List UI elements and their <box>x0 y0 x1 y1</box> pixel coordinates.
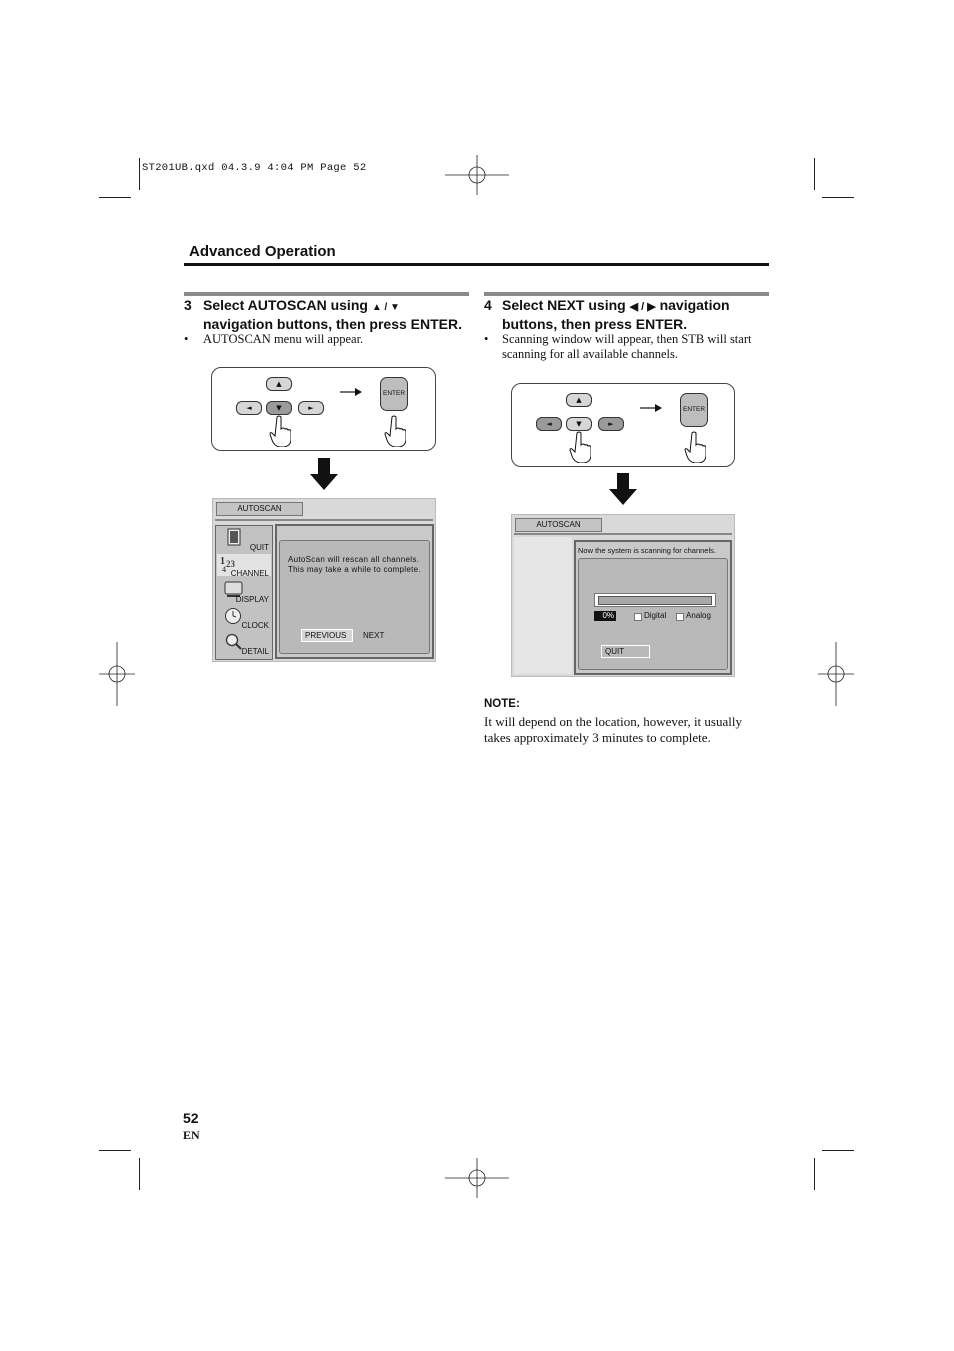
quit-button[interactable]: QUIT <box>601 645 650 658</box>
menu-sidebar <box>215 525 273 660</box>
legend-digital: Digital <box>644 611 667 620</box>
enter-key: ENTER <box>380 377 408 411</box>
step3-bullet <box>184 332 364 348</box>
left-blank-area <box>514 537 572 674</box>
left-key: ◄ <box>536 417 562 431</box>
step4-title-part2: navigation <box>655 297 730 313</box>
step3-bullet-text: AUTOSCAN menu will appear. <box>203 332 364 346</box>
down-arrow-icon <box>609 473 637 505</box>
registration-mark-left <box>99 642 135 706</box>
registration-mark-right <box>818 642 854 706</box>
step4-number: 4 <box>484 297 492 313</box>
progress-track <box>598 596 712 605</box>
step4-title <box>502 297 772 333</box>
legend-analog: Analog <box>686 611 711 620</box>
step4-bullet-line2: scanning for all available channels. <box>502 347 678 361</box>
scanning-inner <box>578 558 728 670</box>
note-heading: NOTE: <box>484 698 520 710</box>
language-code: EN <box>183 1128 200 1142</box>
quit-icon <box>226 528 244 546</box>
pointing-hand-icon <box>269 415 291 447</box>
autoscan-tab: AUTOSCAN <box>515 518 602 532</box>
next-button[interactable]: NEXT <box>363 631 385 640</box>
section-rule <box>184 263 769 266</box>
step3-title-arrows: ▲ / ▼ <box>371 302 400 313</box>
step3-title-line2: navigation buttons, then press ENTER. <box>203 316 463 332</box>
step3-title-part1: Select AUTOSCAN using <box>203 297 372 313</box>
bullet-dot: • <box>484 332 489 346</box>
remote-illustration-2 <box>511 383 735 467</box>
section-title: Advanced Operation <box>189 243 336 260</box>
remote-illustration-1 <box>211 367 436 451</box>
message-line1: AutoScan will rescan all channels. <box>288 555 420 564</box>
print-header: ST201UB.qxd 04.3.9 4:04 PM Page 52 <box>142 162 367 174</box>
pointing-hand-icon <box>684 431 706 463</box>
progress-percent: 0% <box>594 611 616 621</box>
digital-legend-swatch <box>634 613 642 621</box>
progress-bar <box>594 593 716 607</box>
analog-legend-swatch <box>676 613 684 621</box>
registration-mark-top <box>445 155 509 195</box>
scanning-panel <box>574 540 732 675</box>
registration-mark-bottom <box>445 1158 509 1198</box>
autoscan-screen <box>212 498 436 662</box>
step4-title-part1: Select NEXT using <box>502 297 630 313</box>
svg-text:23: 23 <box>226 559 235 569</box>
step4-bullet-line1: Scanning window will appear, then STB will start <box>502 332 752 346</box>
scanning-status: Now the system is scanning for channels. <box>578 546 716 555</box>
pointing-hand-icon <box>384 415 406 447</box>
message-line2: This may take a while to complete. <box>288 565 421 574</box>
step3-bar <box>184 292 469 296</box>
right-key: ► <box>598 417 624 431</box>
step4-bullet <box>484 332 769 361</box>
message-panel <box>275 524 434 659</box>
svg-text:1: 1 <box>220 556 225 567</box>
menu-item-display[interactable]: DISPLAY <box>235 595 269 604</box>
bullet-dot: • <box>184 332 189 346</box>
menu-item-channel[interactable]: CHANNEL <box>230 569 269 578</box>
enter-key: ENTER <box>680 393 708 427</box>
autoscan-tab: AUTOSCAN <box>216 502 303 516</box>
step3-title <box>203 297 473 333</box>
note-line1: It will depend on the location, however, it usually <box>484 714 742 729</box>
step4-title-line2: buttons, then press ENTER. <box>502 316 688 332</box>
clock-icon <box>224 607 242 625</box>
previous-button[interactable]: PREVIOUS <box>301 629 353 642</box>
step3-number: 3 <box>184 297 192 313</box>
page-number: 52 <box>183 1110 199 1126</box>
message-inner <box>279 540 430 654</box>
menu-item-clock[interactable]: CLOCK <box>241 621 269 630</box>
step4-title-arrows: ◀ / ▶ <box>629 301 656 313</box>
down-key: ▼ <box>566 417 592 431</box>
scanning-screen <box>511 514 735 677</box>
up-key: ▲ <box>566 393 592 407</box>
step4-bar <box>484 292 769 296</box>
tab-underline <box>514 533 732 535</box>
arrow-right-icon <box>340 388 362 396</box>
note-line2: takes approximately 3 minutes to complete. <box>484 730 711 745</box>
down-arrow-icon <box>310 458 338 490</box>
svg-text:4: 4 <box>222 565 226 573</box>
menu-item-quit[interactable]: QUIT <box>249 543 269 552</box>
menu-item-detail[interactable]: DETAIL <box>241 647 269 656</box>
up-key: ▲ <box>266 377 292 391</box>
pointing-hand-icon <box>569 431 591 463</box>
tab-underline <box>215 519 433 521</box>
left-key: ◄ <box>236 401 262 415</box>
right-key: ► <box>298 401 324 415</box>
arrow-right-icon <box>640 404 662 412</box>
down-key: ▼ <box>266 401 292 415</box>
